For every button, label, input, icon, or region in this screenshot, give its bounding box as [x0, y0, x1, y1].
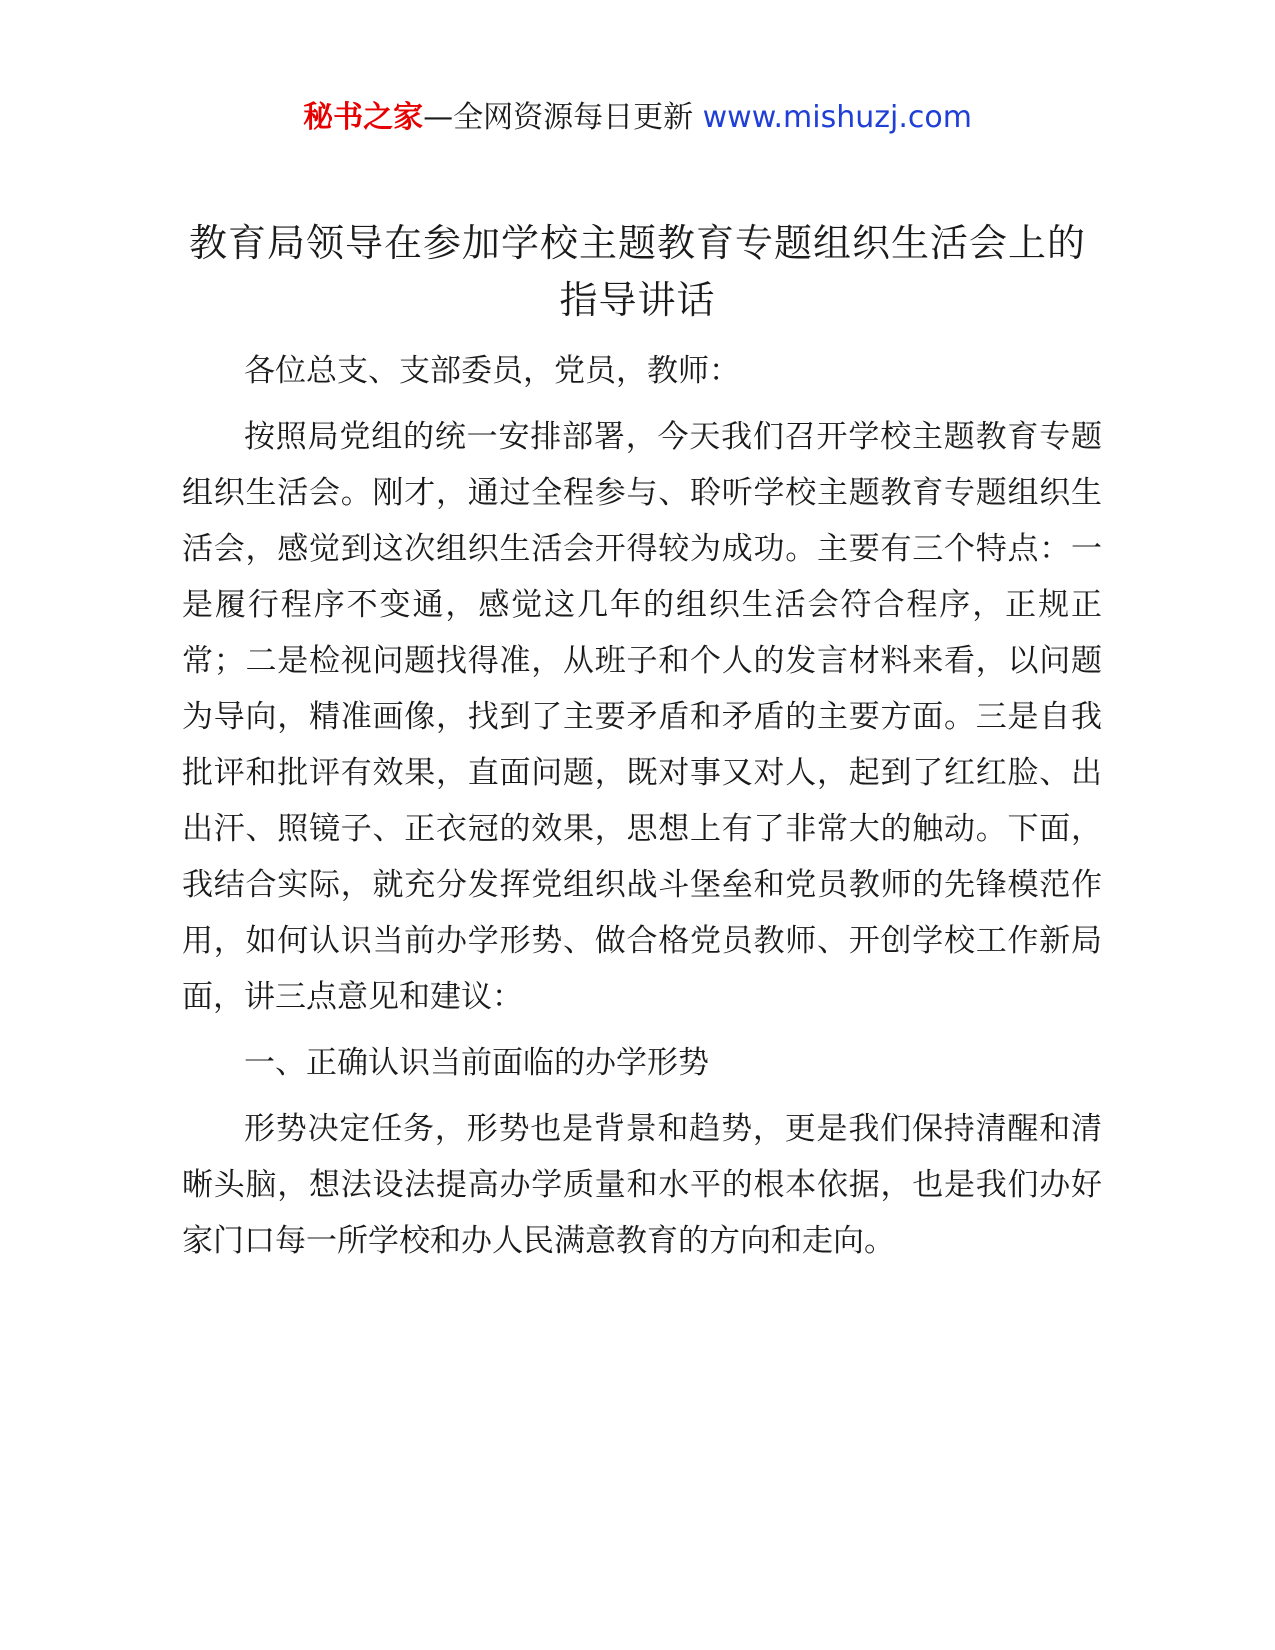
document-title: 教育局领导在参加学校主题教育专题组织生活会上的指导讲话: [188, 221, 1086, 322]
site-tagline: —全网资源每日更新: [423, 100, 694, 135]
document-body: [182, 343, 1102, 1279]
site-banner: [0, 98, 1275, 138]
body-paragraph: 形势决定任务，形势也是背景和趋势，更是我们保持清醒和清晰头脑，想法设法提高办学质量和水平的根本依据，也是我们办好家门口每一所学校和办人民满意教育的方向和走向。: [182, 1111, 1102, 1259]
section-heading: 一、正确认识当前面临的办学形势: [244, 1045, 709, 1081]
site-brand: 秘书之家: [303, 100, 424, 135]
site-url-link[interactable]: www.mishuzj.com: [702, 100, 972, 135]
salutation: 各位总支、支部委员，党员，教师：: [244, 353, 740, 389]
body-paragraph: 按照局党组的统一安排部署，今天我们召开学校主题教育专题组织生活会。刚才，通过全程参与、聆听学校主题教育专题组织生活会，感觉到这次组织生活会开得较为成功。主要有三个特点：一是履行程序不变通，感觉这几年的组织生活会符合程序，正规正常；二是检视问题找得准，从班子和个人的发言材料来看，以问题为导向，精准画像，找到了主要矛盾和矛盾的主要方面。三是自我批评和批评有效果，直面问题，既对事又对人，起到了红红脸、出出汗、照镜子、正衣冠的效果，思想上有了非常大的触动。下面，我结合实际，就充分发挥党组织战斗堡垒和党员教师的先锋模范作用，如何认识当前办学形势、做合格党员教师、开创学校工作新局面，讲三点意见和建议：: [182, 419, 1102, 1015]
